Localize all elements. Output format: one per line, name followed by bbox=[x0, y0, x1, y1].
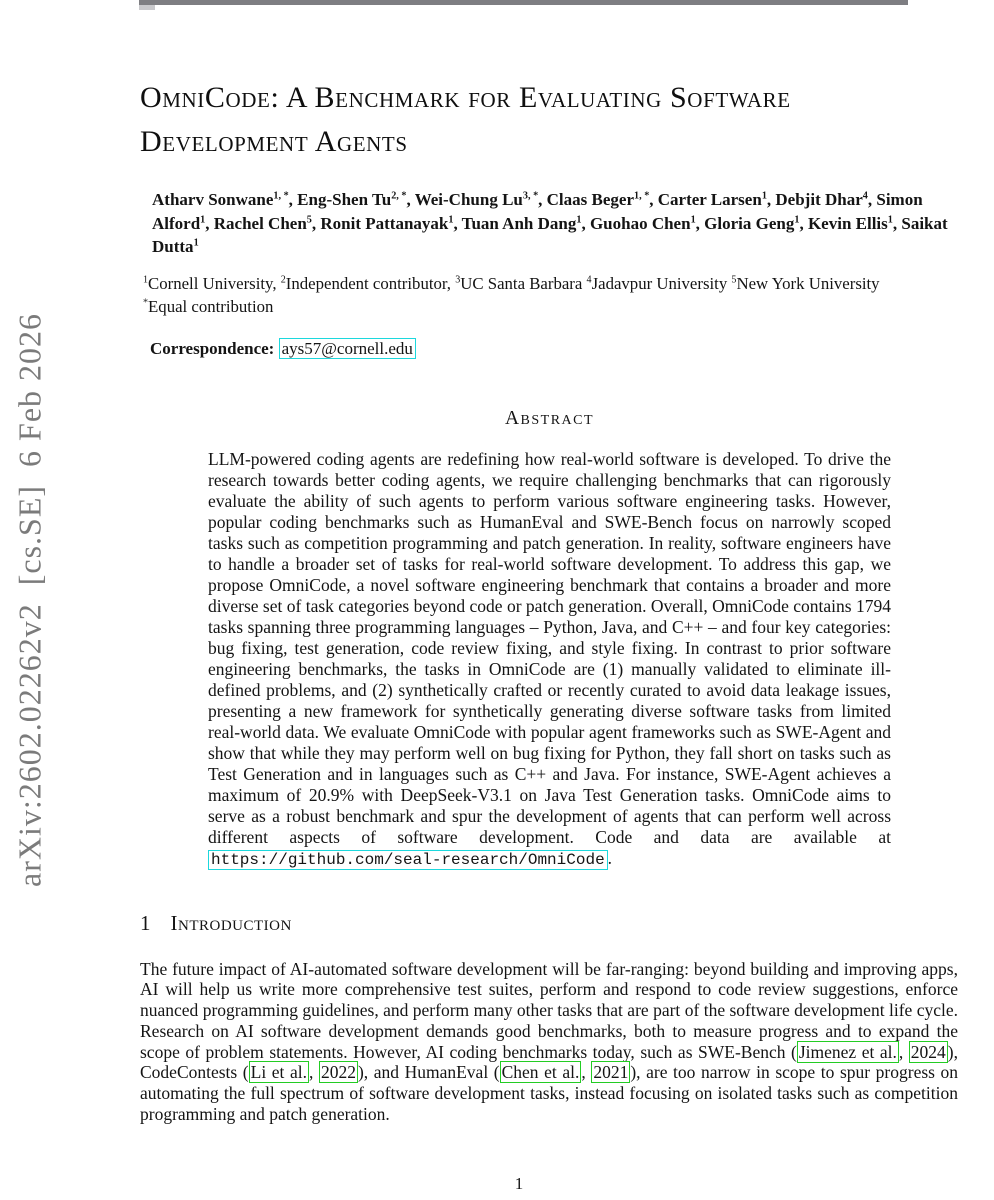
arxiv-stamp: arXiv:2602.02262v2 [cs.SE] 6 Feb 2026 bbox=[11, 312, 48, 888]
section-title: Introduction bbox=[170, 910, 292, 935]
affiliations bbox=[143, 272, 958, 318]
top-rule bbox=[139, 0, 908, 5]
citation-link[interactable]: 2021 bbox=[593, 1062, 629, 1083]
top-rule-notch bbox=[139, 5, 155, 10]
author: Eng-Shen $Tu^{2, *}$ bbox=[297, 190, 407, 209]
correspondence-label: Correspondence: bbox=[150, 338, 275, 358]
abstract-body: LLM-powered coding agents are redefining how real-world software is developed. To drive the research towards better coding agents, we require challenging benchmarks that can rigorously evaluate the ability of such agents to perform various software engineering tasks. However, popular coding benchmarks such as HumanEval and SWE-Bench focus on narrowly scoped tasks such as competition programming and patch generation. In reality, software engineers have to handle a broader set of tasks for real-world software development. To address this gap, we propose OmniCode, a novel software engineering benchmark that contains a broader and more diverse set of task categories beyond code or patch generation. Overall, OmniCode contains 1794 tasks spanning three programming languages – Python, Java, and C++ – and four key categories: bug fixing, test generation, code review fixing, and style fixing. In contrast to prior software engineering benchmarks, the tasks in OmniCode are (1) manually validated to eliminate ill-defined problems, and (2) synthetically crafted or recently curated to avoid data leakage issues, presenting a new framework for synthetically generating diverse software tasks from limited real-world data. We evaluate OmniCode with popular agent frameworks such as SWE-Agent and show that while they may perform well on bug fixing for Python, they fall short on tasks such as Test Generation and in languages such as C++ and Java. For instance, SWE-Agent achieves a maximum of 20.9% with DeepSeek-V3.1 on Java Test Generation tasks. OmniCode aims to serve as a robust benchmark and spur the development of agents that can perform well across different aspects of software development. Code and data are available at https://github.com/seal-research/OmniCode . bbox=[208, 448, 891, 869]
section-number: 1 bbox=[140, 910, 151, 935]
author: Simon Alford$^1$ bbox=[152, 190, 923, 233]
author: Guohao Chen$^1$ bbox=[589, 213, 696, 233]
citation-link[interactable]: 2022 bbox=[320, 1062, 356, 1083]
author: Atharv Sonwane$^{1, *}$ bbox=[152, 190, 289, 209]
correspondence-line bbox=[150, 339, 958, 359]
author-list: Atharv Sonwane$^{1, *}$, Eng-Shen $Tu^{2, *}$, Wei-Chung $Lu^{3, *}$, Claas Beger$^{1, *}$, Carter Larsen$^1$, Debjit Dhar$^4$, Simon Alford$^1$, Rachel Chen$^5$, Ronit Pattanayak$^1$, Tuan Anh Dang$^1$, Guohao Chen$^1$, Gloria Geng$^1$, Kevin Ellis$^1$, Saikat Dutta$^1$ bbox=[152, 190, 948, 256]
author: Carter Larsen$^1$ bbox=[657, 190, 767, 209]
introduction-paragraph: The future impact of AI-automated software development will be far-ranging: beyond building and improving apps, AI will help us write more comprehensive test suites, perform and respond to code review suggestions, enforce nuanced programming guidelines, and perform many other tasks that are part of the software development life cycle. Research on AI software development demands good benchmarks, both to measure progress and to expand the scope of problem statements. However, AI coding benchmarks today, such as SWE-Bench ( Jimenez et al. , 2024 ), CodeContests ( Li et al. , 2022 ), and HumanEval ( Chen et al. , 2021 ), are too narrow in scope to spur progress on automating the full spectrum of software development tasks, instead focusing on isolated tasks such as competition programming and patch generation. bbox=[140, 958, 959, 1125]
author: Wei-Chung $Lu^{3, *}$ bbox=[414, 190, 539, 209]
author: Saikat Dutta$^1$ bbox=[152, 213, 948, 256]
author: Rachel Chen$^5$ bbox=[213, 213, 312, 233]
affiliation-line: $^1$Cornell University, $^2$Independent contributor, $^3$UC Santa Barbara $^4$Jadavpur University $^5$New York University bbox=[143, 273, 880, 293]
citation-link[interactable]: 2024 bbox=[910, 1041, 946, 1062]
url-link[interactable]: https://github.com/seal-research/OmniCode bbox=[208, 850, 608, 870]
citation-link[interactable]: Jimenez et al. bbox=[798, 1041, 897, 1062]
citation-link[interactable]: Li et al. bbox=[250, 1062, 307, 1083]
page-number: 1 bbox=[514, 1174, 524, 1193]
citation-link[interactable]: Chen et al. bbox=[501, 1062, 580, 1083]
author: Kevin Ellis$^1$ bbox=[807, 213, 893, 233]
section-1-heading bbox=[140, 911, 958, 936]
paper-content bbox=[140, 76, 958, 1125]
author: Debjit Dhar$^4$ bbox=[775, 190, 868, 209]
page-title: OmniCode: A Benchmark for Evaluating Software Development Agents bbox=[140, 81, 791, 158]
author: Tuan Anh Dang$^1$ bbox=[461, 213, 582, 233]
author: Ronit Pattanayak$^1$ bbox=[320, 213, 454, 233]
abstract-heading: Abstract bbox=[504, 407, 595, 429]
author: Claas Beger$^{1, *}$ bbox=[546, 190, 650, 209]
author: Gloria Geng$^1$ bbox=[704, 213, 800, 233]
equal-contribution-note: *Equal contribution bbox=[143, 296, 274, 316]
email-link[interactable]: ays57@cornell.edu bbox=[279, 338, 416, 359]
